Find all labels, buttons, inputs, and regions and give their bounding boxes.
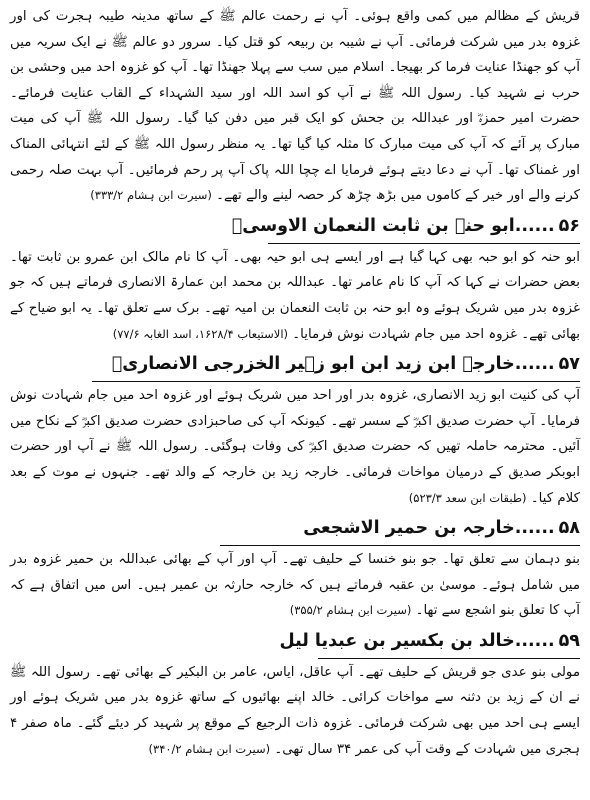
section-citation: (طبقات ابن سعد ۵۲۳/۳) [408, 490, 527, 505]
section-58-heading [10, 512, 580, 546]
section-heading [276, 625, 581, 657]
section-title: ابو حنۃ بن ثابت النعمان الاوسیؓ [231, 215, 515, 236]
section-56-heading [10, 210, 580, 244]
section-57-body [10, 383, 580, 511]
separator-dots: ...... [514, 354, 555, 375]
section-number: ۵۹ [558, 630, 580, 651]
section-59-body [10, 660, 580, 762]
section-text: مولی بنو عدی جو قریش کے حلیف تھے۔ آپ عاقل، ایاس، عامر بن البکیر کے بھائی تھے۔ رسول اللہ ﷺ نے ان کے زید بن دثنہ سے مواخات کرائی۔ خالد اپنے بھائیوں کے ساتھ غزوہ بدر میں شریک ہوئے اور ایسے ہی احد میں بھی شرکت فرمائی۔ غزوہ ذات الرجیع کے موقع پر شہید کر دیئے گئے۔ ماہ صفر ۴ ہجری میں شہادت کے وقت آپ کی عمر ۳۴ سال تھی۔ [10, 664, 580, 757]
section-citation: (سیرت ابن ہشام ۳۴۰/۲) [148, 741, 271, 756]
section-title: خارجہ ابن زید ابن ابو زہیر الخزرجی الانصاریؓ [111, 354, 515, 375]
heading-underline [92, 381, 580, 382]
section-citation: (الاستیعاب ۱۶۲۸/۴، اسد الغابہ ۷۷/۶) [112, 326, 289, 341]
section-number: ۵۶ [558, 215, 580, 236]
section-59-heading [10, 625, 580, 659]
section-heading [108, 348, 580, 380]
section-56-body [10, 245, 580, 347]
section-heading [228, 210, 580, 242]
separator-dots: ...... [514, 518, 555, 539]
intro-text: قریش کے مظالم میں کمی واقع ہوئی۔ آپ نے رحمت عالم ﷺ کے ساتھ مدینہ طیبہ ہجرت کی اور غزوہ بدر میں شرکت فرمائی۔ آپ نے شیبہ بن ربیعہ کو قتل کیا۔ سرور دو عالم ﷺ نے ایک سریہ میں آپ کو جھنڈا عنایت فرما کر بھیجا۔ اسلام میں سب سے پہلا جھنڈا تھا۔ آپ کو غزوہ احد میں وحشی بن حرب نے شہید کیا۔ رسول اللہ ﷺ نے آپ کو اسد اللہ اور سید الشہداء کے القاب عنایت فرمائے۔ حضرت امیر حمزہؓ اور عبداللہ بن جحش کو ایک قبر میں دفن کیا گیا۔ رسول اللہ ﷺ آپ کی میت مبارک پر آئے کہ آپ کی میت مبارک کا مثلہ کیا گیا تھا۔ یہ منظر رسول اللہ ﷺ کے لئے انتہائی المناک اور غمناک تھا۔ آپ نے دعا دیتے ہوئے فرمایا اے چچا اللہ پاک آپ پر رحم فرمائیں۔ آپ بہت صلہ رحمی کرنے والے اور خیر کے کاموں میں بڑھ چڑھ کر حصہ لینے والے تھے۔ [10, 9, 580, 204]
section-text: آپ کی کنیت ابو زید الانصاری، غزوہ بدر اور احد میں شریک ہوئے اور غزوہ احد میں جام شہادت نوش فرمایا۔ آپ حضرت صدیق اکبرؓ کے سسر تھے۔ کیونکہ آپ کی صاحبزادی حضرت صدیق اکبرؓ کے نکاح میں آئیں۔ محترمہ حاملہ تھیں کہ حضرت صدیق اکبرؓ کی وفات ہوگئی۔ رسول اللہ ﷺ نے آپ اور حضرت ابوبکر صدیق کے درمیان مواخات فرمائی۔ خارجہ زید بن خارجہ کے والد تھے۔ جنہوں نے موت کے بعد کلام کیا۔ [10, 388, 580, 506]
section-number: ۵۷ [558, 354, 580, 375]
section-57-heading [10, 348, 580, 382]
section-text: بنو دہمان سے تعلق تھا۔ جو بنو خنسا کے حلیف تھے۔ آپ اور آپ کے بھائی عبداللہ بن حمیر غزوہ بدر میں شامل ہوئے۔ موسیٰ بن عقبہ فرماتے ہیں کہ خارجہ حارثہ بن عمیر ہیں۔ اس میں اتفاق ہے کہ آپ کا تعلق بنو اشجع سے تھا۔ [10, 552, 580, 619]
heading-underline [318, 658, 580, 659]
heading-underline [268, 243, 580, 244]
heading-underline [220, 545, 580, 546]
section-citation: (سیرت ابن ہشام ۳۵۵/۲) [289, 603, 412, 618]
section-title: خالد بن بکسیر بن عبدیا لیل [279, 630, 515, 651]
section-58-body [10, 547, 580, 624]
separator-dots: ...... [514, 630, 555, 651]
section-number: ۵۸ [558, 518, 580, 539]
separator-dots: ...... [514, 215, 555, 236]
intro-paragraph [10, 4, 580, 209]
section-heading [299, 512, 580, 544]
section-text: ابو حنہ کو ابو حبہ بھی کہا گیا ہے اور ایسے ہی ابو حیہ بھی۔ آپ کا نام مالک ابن عمرو بن ثابت تھا۔ بعض حضرات نے کہا کہ آپ کا نام عامر تھا۔ عبداللہ بن محمد ابن عمارۃ الانصاری فرماتے ہیں کہ جو غزوہ بدر میں شریک ہوئے وہ ابو حنہ بن ثابت النعمان بن امیہ تھے۔ برک سے تعلق تھا۔ یہ ابو ضیاح کے بھائی تھے۔ غزوہ احد میں جام شہادت نوش فرمایا۔ [10, 249, 580, 342]
section-title: خارجہ بن حمیر الاشجعی [303, 518, 515, 539]
intro-citation: (سیرت ابن ہشام ۳۳۳/۲) [90, 188, 212, 203]
